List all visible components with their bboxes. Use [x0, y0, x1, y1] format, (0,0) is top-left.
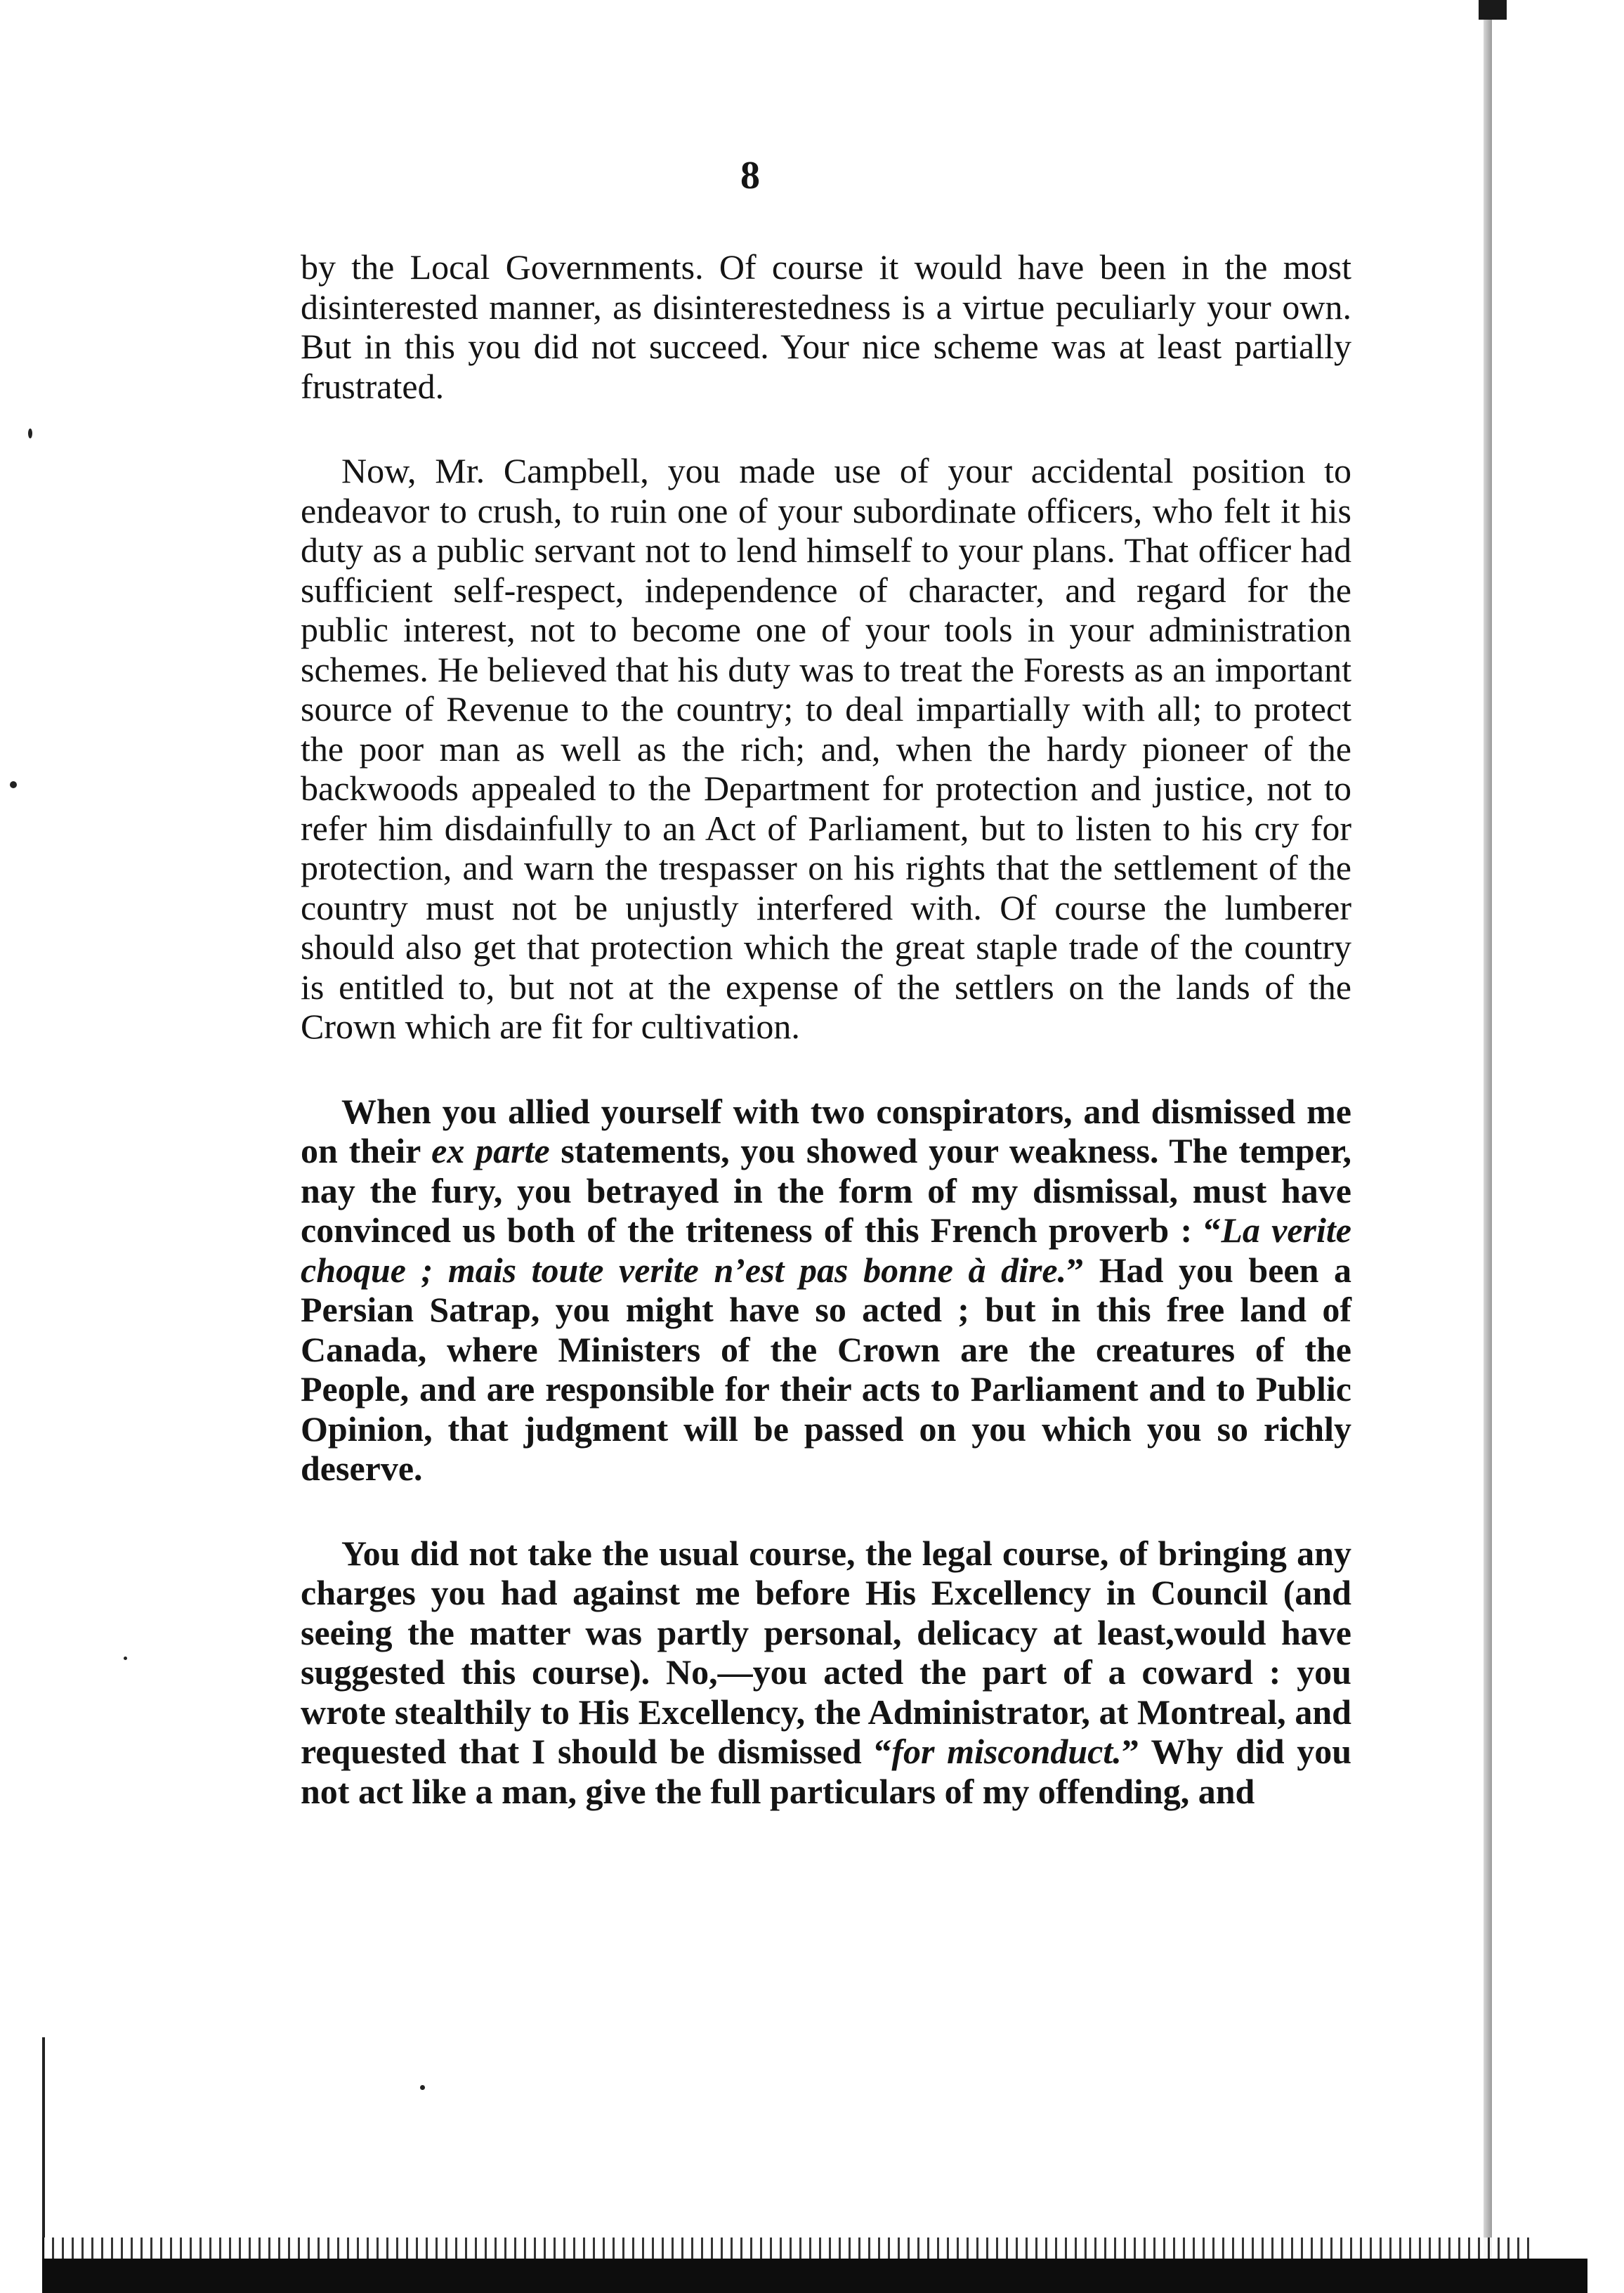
- scan-bottom-bar: [42, 2259, 1587, 2293]
- paragraph-4: [301, 1534, 1351, 1812]
- paragraph-4-text-1: You did not take the usual course, the legal course, of bringing any charges you had against me before His Excellency in Council (and seeing the matter was partly personal, delicacy at least,would have suggested this course). No,—you acted the part of a coward : you wrote stealthily to His Excellency, the Administrator, at Montreal, and requested that I should be dismissed “: [301, 1533, 1351, 1771]
- scan-speck: [124, 1657, 127, 1660]
- paragraph-4-italic: for misconduct.: [891, 1732, 1122, 1771]
- scan-speck: [420, 2085, 425, 2090]
- paragraph-2: Now, Mr. Campbell, you made use of your accidental position to endeavor to crush, to ruin one of your subordinate officers, who felt it his duty as a public servant not to lend himself to your plans. That officer had sufficient self-respect, independence of character, and regard for the public interest, not to become one of your tools in your administration schemes. He believed that his duty was to treat the Forests as an important source of Revenue to the country; to deal impartially with all; to protect the poor man as well as the rich; and, when the hardy pioneer of the backwoods appealed to the Department for protection and justice, not to refer him disdainfully to an Act of Parliament, but to listen to his cry for protection, and warn the trespasser on his rights that the settlement of the country must not be unjustly interfered with. Of course the lumberer should also get that protection which the great staple trade of the country is entitled to, but not at the expense of the settlers on the lands of the Crown which are fit for cultivation.: [301, 451, 1351, 1046]
- page-number: 8: [740, 154, 760, 197]
- paragraph-3-italic-2: La verite choque ; mais toute verite n’est pas bonne à dire.: [301, 1210, 1351, 1290]
- paragraph-4-text-2: ” Why did you not act like a man, give the full particulars of my offending, and: [301, 1732, 1352, 1811]
- paragraph-3-text-2: statements, you showed your weakness. The temper, nay the fury, you betrayed in the form of my dismissal, must have convinced us both of the triteness of this French proverb : “: [301, 1131, 1352, 1250]
- paragraph-3-italic-1: ex parte: [431, 1131, 550, 1170]
- page-right-edge: [1484, 0, 1492, 2293]
- page-body: [301, 247, 1351, 1811]
- paragraph-1: by the Local Governments. Of course it would have been in the most disinterested manner, as disinterestedness is a virtue peculiarly your own. But in this you did not succeed. Your nice scheme was at least partially frustrated.: [301, 247, 1351, 406]
- scan-speck: [28, 429, 32, 438]
- paragraph-3-text-3: ” Had you been a Persian Satrap, you might have so acted ; but in this free land of Canada, where Ministers of the Crown are the creatures of the People, and are responsible for their acts to Parliament and to Public Opinion, that judgment will be passed on you which you so richly deserve.: [301, 1250, 1351, 1488]
- scan-corner-mark: [1479, 0, 1507, 20]
- scan-speck: [10, 781, 17, 788]
- paragraph-3: [301, 1092, 1351, 1489]
- paragraph-3-text-1: When you allied yourself with two conspirators, and dismissed me on their: [301, 1091, 1351, 1170]
